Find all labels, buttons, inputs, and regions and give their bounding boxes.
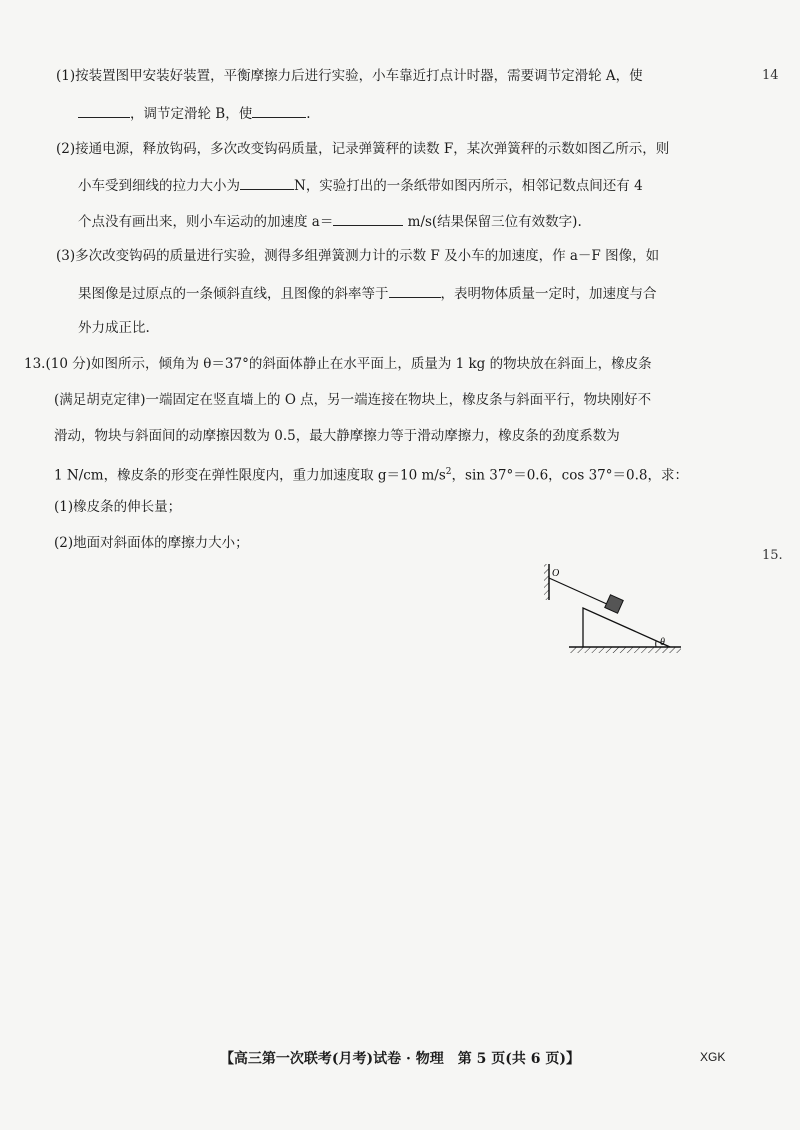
q12-part1-text: ，调节定滑轮 B，使 (130, 106, 253, 122)
q12-part2-text-a: 小车受到细线的拉力大小为 (78, 178, 240, 194)
answer-blank (333, 211, 403, 226)
q12-part2-line1: (2)接通电源，释放钩码，多次改变钩码质量，记录弹簧秤的读数 F，某次弹簧秤的示数如图乙所示，则 (56, 141, 670, 157)
q12-part1-line2 (78, 103, 311, 124)
page-footer: 【高三第一次联考(月考)试卷 · 物理 第 5 页(共 6 页)】 (219, 1051, 581, 1067)
q12-part2-text-b: N，实验打出的一条纸带如图丙所示，相邻记数点间还有 4 (294, 178, 643, 194)
q13-line3: 滑动，物块与斜面间的动摩擦因数为 0.5，最大静摩擦力等于滑动摩擦力，橡皮条的劲度系数为 (54, 428, 620, 444)
answer-blank (78, 103, 130, 118)
q12-part1-end: . (306, 106, 311, 122)
q12-part2-line3 (78, 211, 582, 232)
block (605, 595, 623, 613)
q13-line2: (满足胡克定律)一端固定在竖直墙上的 O 点，另一端连接在物块上，橡皮条与斜面平行，物块刚好不 (54, 392, 652, 408)
q12-part3-line3: 外力成正比. (78, 320, 150, 336)
q13-subquestion-1: (1)橡皮条的伸长量； (54, 499, 182, 515)
q13-line4-text-a: 1 N/cm，橡皮条的形变在弹性限度内，重力加速度取 g＝10 m/s (54, 467, 446, 484)
margin-page-number-mid: 15. (762, 548, 783, 563)
q12-part3-text-a: 果图像是过原点的一条倾斜直线，且图像的斜率等于 (78, 286, 389, 302)
q12-part2-text-d: m/s(结果保留三位有效数字). (407, 214, 582, 230)
q13-line4-text-b: ，sin 37°＝0.6，cos 37°＝0.8，求： (451, 467, 688, 484)
q13-line4-sup: 2 (445, 467, 452, 477)
answer-blank (252, 103, 306, 118)
q13-subquestion-2: (2)地面对斜面体的摩擦力大小； (54, 535, 249, 551)
q12-part2-text-c: 个点没有画出来，则小车运动的加速度 a＝ (78, 214, 334, 230)
label-theta: θ (660, 637, 665, 648)
q13-line4 (54, 462, 688, 486)
answer-blank (389, 283, 441, 298)
q12-part1-line1: (1)按装置图甲安装好装置，平衡摩擦力后进行实验，小车靠近打点计时器，需要调节定滑轮 A，使 (56, 68, 643, 84)
label-o: O (552, 568, 560, 579)
q13-line1: 13.(10 分)如图所示，倾角为 θ＝37°的斜面体静止在水平面上，质量为 1 kg 的物块放在斜面上，橡皮条 (24, 356, 652, 372)
exam-code: XGK (700, 1050, 726, 1064)
q12-part2-line2 (78, 175, 643, 196)
answer-blank (240, 175, 294, 190)
q12-part3-line2 (78, 283, 657, 304)
q12-part3-line1: (3)多次改变钩码的质量进行实验，测得多组弹簧测力计的示数 F 及小车的加速度，作 a－F 图像，如 (56, 248, 660, 264)
q12-part3-text-b: ，表明物体质量一定时，加速度与合 (440, 286, 657, 302)
rubber-band (549, 578, 609, 605)
incline-triangle (583, 608, 670, 647)
incline-figure (543, 560, 683, 660)
margin-page-number-top: 14 (762, 68, 779, 83)
